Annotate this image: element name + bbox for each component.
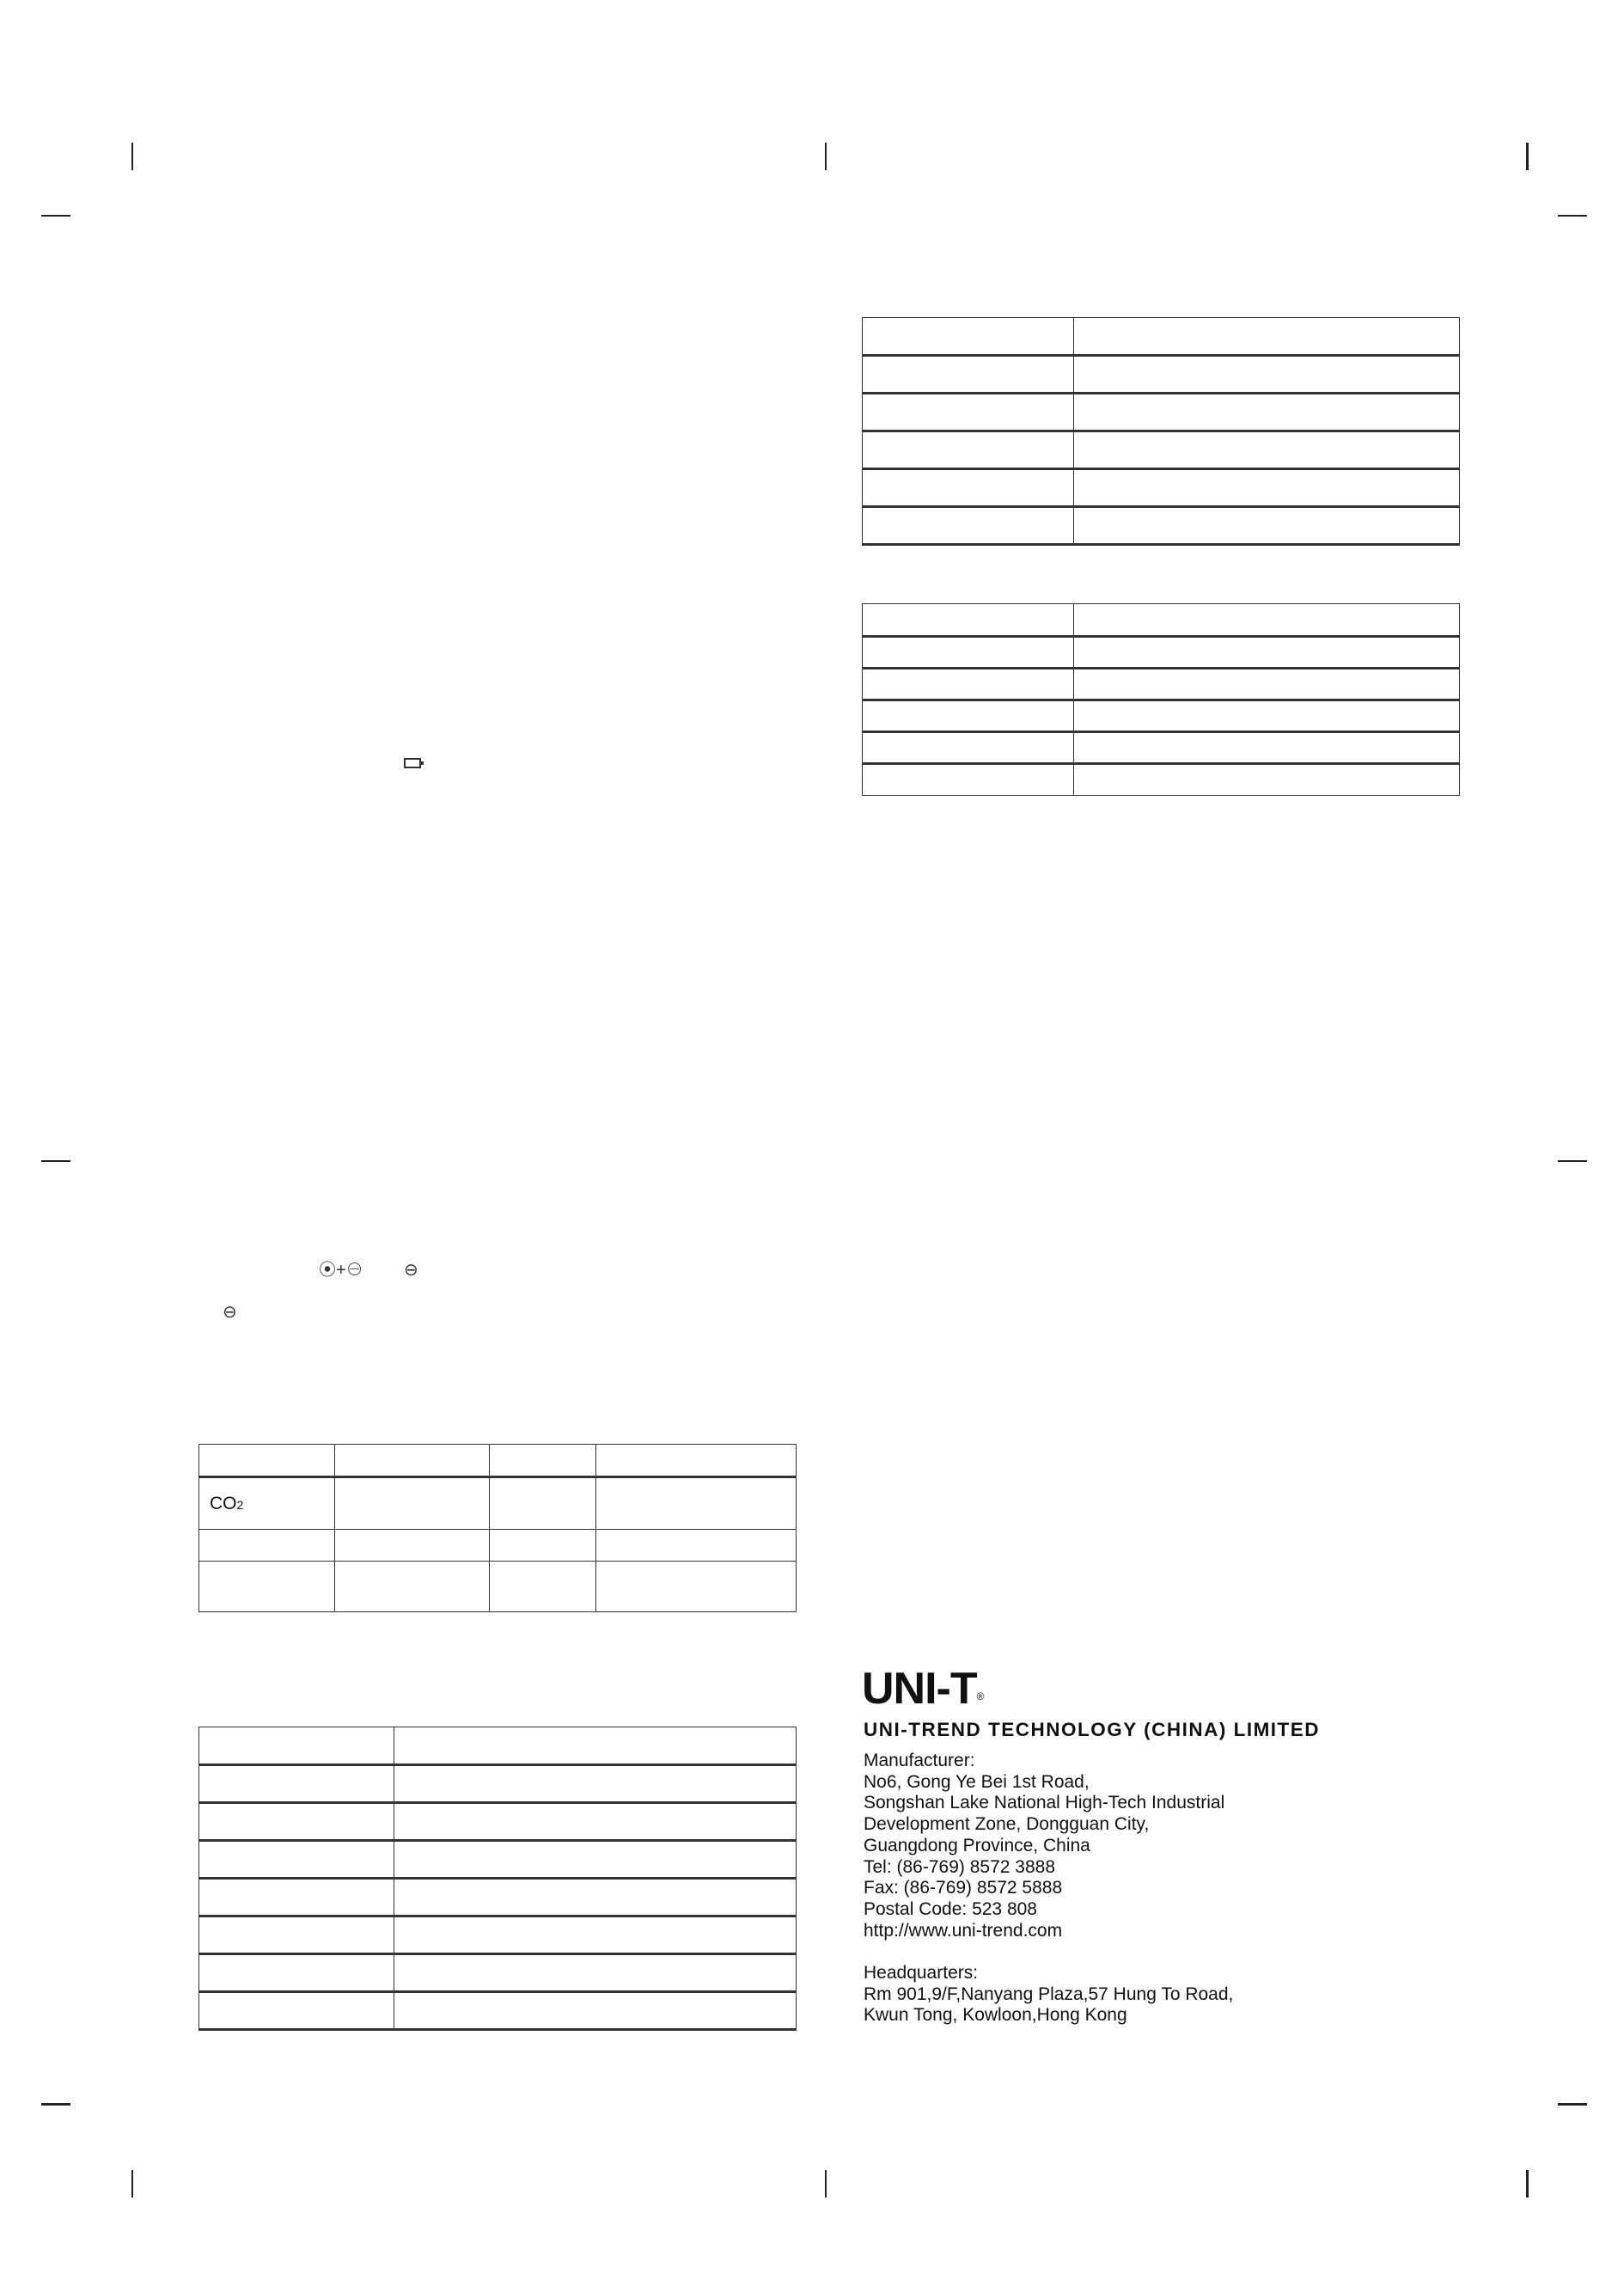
specification-table — [198, 1727, 797, 2031]
uni-t-logo — [862, 1663, 983, 1715]
postal-code-line: Postal Code: 523 808 — [864, 1898, 1037, 1919]
table-cell — [1074, 732, 1460, 764]
table-row — [863, 356, 1460, 394]
table-cell — [490, 1562, 596, 1612]
table-cell — [199, 1841, 394, 1879]
phone-line: Tel: (86-769) 8572 3888 — [864, 1856, 1055, 1877]
minus-key-icon: ⊖ — [404, 1261, 418, 1280]
table-cell — [394, 1841, 797, 1879]
address-line: Development Zone, Dongguan City, — [864, 1814, 1150, 1835]
table-row — [199, 1879, 797, 1916]
table-cell — [1074, 637, 1460, 669]
table-row — [199, 1445, 797, 1477]
table-row — [863, 318, 1460, 356]
table-cell — [1074, 700, 1460, 732]
address-line: Kwun Tong, Kowloon,Hong Kong — [864, 2005, 1127, 2026]
table-cell — [863, 637, 1074, 669]
crop-mark — [41, 1160, 70, 1162]
table-cell — [596, 1445, 797, 1477]
table-cell — [863, 318, 1074, 356]
table-row — [863, 431, 1460, 469]
address-line: Songshan Lake National High-Tech Industrial — [864, 1793, 1225, 1813]
table-cell — [1074, 507, 1460, 545]
table-cell — [1074, 764, 1460, 796]
registered-mark: ® — [976, 1690, 984, 1702]
table-cell — [335, 1562, 490, 1612]
table-cell — [863, 604, 1074, 637]
power-plus-minus-key-icon: ⦿+⊖ — [319, 1261, 363, 1280]
table-cell — [1074, 318, 1460, 356]
table-cell — [863, 431, 1074, 469]
website-link[interactable]: http://www.uni-trend.com — [864, 1920, 1063, 1941]
table-cell — [199, 1916, 394, 1954]
table-row — [199, 1562, 797, 1612]
table-row — [863, 764, 1460, 796]
table-cell — [199, 1562, 335, 1612]
table-row — [863, 700, 1460, 732]
co2-label: CO2 — [210, 1493, 244, 1513]
table-cell — [863, 700, 1074, 732]
table-cell — [1074, 356, 1460, 394]
table-cell-co2 — [199, 1477, 335, 1530]
table-cell — [863, 394, 1074, 431]
table-cell — [335, 1477, 490, 1530]
table-cell — [863, 732, 1074, 764]
crop-mark — [1526, 143, 1529, 170]
battery-icon — [404, 758, 421, 768]
table-cell — [394, 1954, 797, 1992]
table-cell — [335, 1445, 490, 1477]
table-cell — [199, 1530, 335, 1562]
crop-mark — [131, 143, 133, 170]
address-line: No6, Gong Ye Bei 1st Road, — [864, 1771, 1090, 1792]
table-cell — [1074, 394, 1460, 431]
table-row — [199, 1954, 797, 1992]
crop-mark — [131, 2170, 133, 2198]
crop-mark — [1526, 2170, 1529, 2198]
table-cell — [863, 356, 1074, 394]
manufacturer-label: Manufacturer: — [864, 1751, 975, 1770]
table-cell — [490, 1445, 596, 1477]
table-cell — [199, 1727, 394, 1765]
table-cell — [394, 1765, 797, 1803]
table-cell — [1074, 469, 1460, 507]
table-cell — [596, 1562, 797, 1612]
table-row — [199, 1916, 797, 1954]
table-row — [863, 637, 1460, 669]
table-cell — [863, 669, 1074, 700]
crop-mark — [1558, 2103, 1587, 2106]
table-cell — [199, 1992, 394, 2030]
table-cell — [1074, 431, 1460, 469]
table-cell — [863, 764, 1074, 796]
table-cell — [1074, 604, 1460, 637]
logo-text: UNI-T — [862, 1664, 977, 1714]
table-row — [199, 1530, 797, 1562]
table-cell — [394, 1803, 797, 1841]
table-cell — [394, 1879, 797, 1916]
table-cell — [199, 1879, 394, 1916]
company-name: UNI-TREND TECHNOLOGY (CHINA) LIMITED — [864, 1719, 1321, 1740]
table-row — [863, 604, 1460, 637]
table-cell — [1074, 669, 1460, 700]
table-cell — [863, 469, 1074, 507]
table-row — [199, 1477, 797, 1530]
gas-table — [198, 1444, 797, 1612]
table-row — [199, 1992, 797, 2030]
table-row — [863, 394, 1460, 431]
table-row — [199, 1727, 797, 1765]
table-row — [863, 507, 1460, 545]
table-cell — [596, 1530, 797, 1562]
headquarters-label: Headquarters: — [864, 1963, 979, 1984]
crop-mark — [825, 143, 827, 170]
crop-mark — [41, 2103, 70, 2106]
table-cell — [394, 1727, 797, 1765]
address-line: Guangdong Province, China — [864, 1835, 1090, 1855]
crop-mark — [1558, 215, 1587, 217]
table-row — [863, 469, 1460, 507]
table-cell — [394, 1992, 797, 2030]
table-cell — [596, 1477, 797, 1530]
table-cell — [863, 507, 1074, 545]
table-cell — [394, 1916, 797, 1954]
table-cell — [199, 1954, 394, 1992]
table-cell — [199, 1803, 394, 1841]
table-cell — [335, 1530, 490, 1562]
table-cell — [490, 1530, 596, 1562]
right-mid-table — [862, 603, 1460, 796]
contact-block — [864, 1751, 1233, 2026]
table-row — [863, 732, 1460, 764]
crop-mark — [41, 215, 70, 217]
right-top-table — [862, 317, 1460, 546]
fax-line: Fax: (86-769) 8572 5888 — [864, 1878, 1063, 1898]
table-row — [199, 1765, 797, 1803]
table-row — [199, 1841, 797, 1879]
address-line: Rm 901,9/F,Nanyang Plaza,57 Hung To Road, — [864, 1984, 1234, 2004]
crop-mark — [1558, 1160, 1587, 1162]
table-cell — [199, 1445, 335, 1477]
table-row — [863, 669, 1460, 700]
table-cell — [490, 1477, 596, 1530]
table-cell — [199, 1765, 394, 1803]
spacer — [864, 1941, 1233, 1963]
crop-mark — [825, 2170, 827, 2198]
table-row — [199, 1803, 797, 1841]
minus-key-icon: ⊖ — [223, 1303, 237, 1322]
